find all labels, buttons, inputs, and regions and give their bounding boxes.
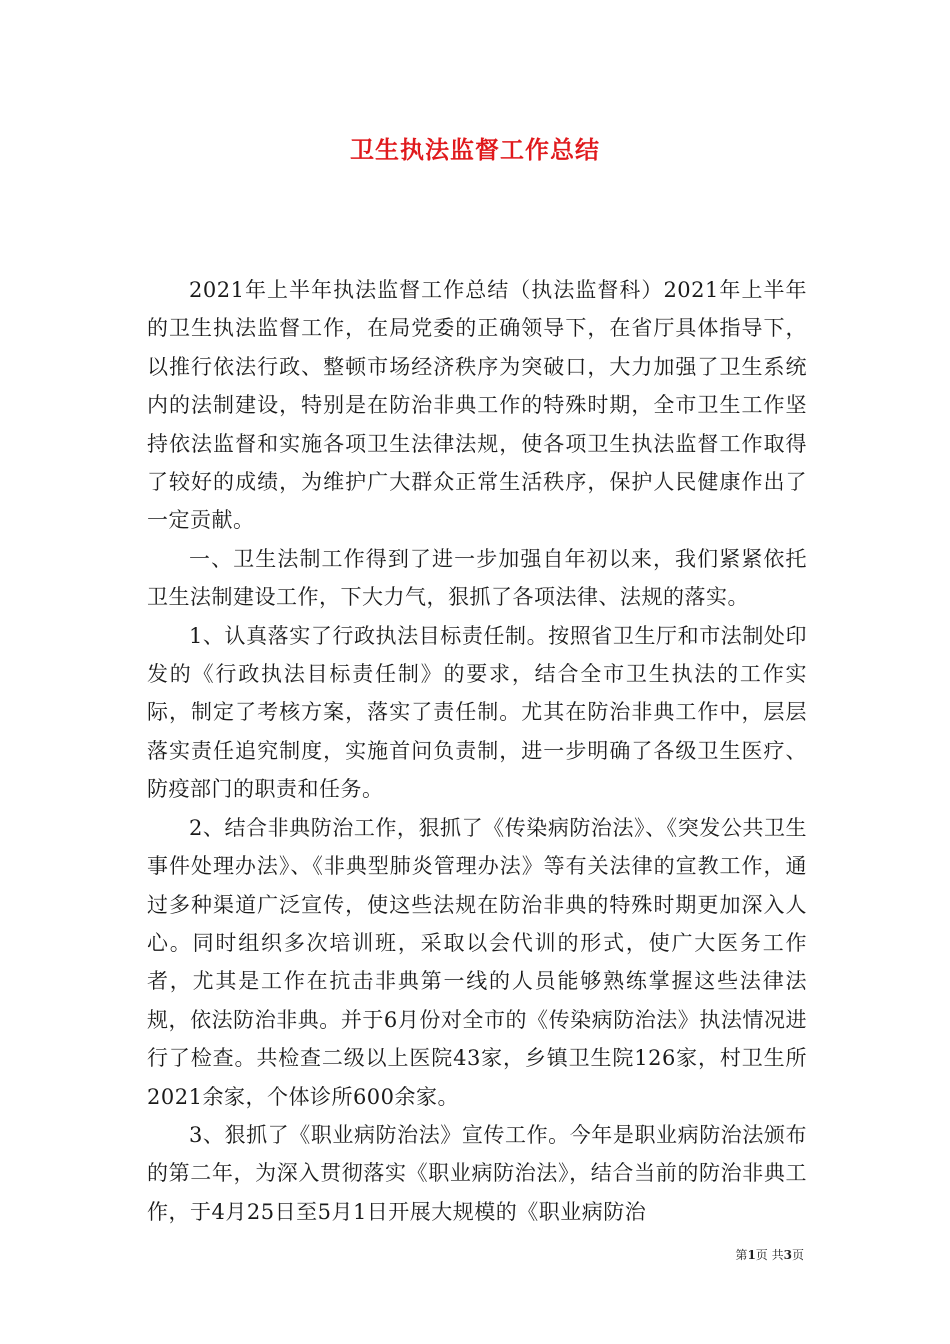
footer-current-page: 1 <box>747 1248 756 1262</box>
footer-suffix: 页 <box>791 1248 804 1262</box>
footer-total-pages: 3 <box>783 1248 792 1262</box>
paragraph-item-3: 3、狠抓了《职业病防治法》宣传工作。今年是职业病防治法颁布的第二年，为深入贯彻落实《职业病防治法》，结合当前的防治非典工作，于4月25日至5月1日开展大规模的《职业病防治 <box>147 1122 807 1224</box>
paragraph-intro: 2021年上半年执法监督工作总结（执法监督科）2021年上半年的卫生执法监督工作，在局党委的正确领导下，在省厅具体指导下，以推行依法行政、整顿市场经济秩序为突破口，大力加强了卫生系统内的法制建设，特别是在防治非典工作的特殊时期，全市卫生工作坚持依法监督和实施各项卫生法律法规，使各项卫生执法监督工作取得了较好的成绩，为维护广大群众正常生活秩序，保护人民健康作出了一定贡献。 <box>147 278 807 533</box>
paragraph-item-1: 1、认真落实了行政执法目标责任制。按照省卫生厅和市法制处印发的《行政执法目标责任制》的要求，结合全市卫生执法的工作实际，制定了考核方案，落实了责任制。尤其在防治非典工作中，层层落实责任追究制度，实施首问负责制，进一步明确了各级卫生医疗、防疫部门的职责和任务。 <box>147 623 807 802</box>
page-footer <box>735 1247 804 1263</box>
document-body <box>147 271 807 1231</box>
footer-prefix: 第 <box>735 1248 748 1262</box>
paragraph-section-one: 一、卫生法制工作得到了进一步加强自年初以来，我们紧紧依托卫生法制建设工作，下大力气，狠抓了各项法律、法规的落实。 <box>147 546 807 610</box>
document-title: 卫生执法监督工作总结 <box>350 135 600 164</box>
footer-middle: 页 共 <box>755 1248 784 1262</box>
paragraph-item-2: 2、结合非典防治工作，狠抓了《传染病防治法》、《突发公共卫生事件处理办法》、《非典型肺炎管理办法》等有关法律的宣教工作，通过多种渠道广泛宣传，使这些法规在防治非典的特殊时期更加深入人心。同时组织多次培训班，采取以会代训的形式，使广大医务工作者，尤其是工作在抗击非典第一线的人员能够熟练掌握这些法律法规，依法防治非典。并于6月份对全市的《传染病防治法》执法情况进行了检查。共检查二级以上医院43家，乡镇卫生院126家，村卫生所2021余家，个体诊所600余家。 <box>147 815 807 1109</box>
